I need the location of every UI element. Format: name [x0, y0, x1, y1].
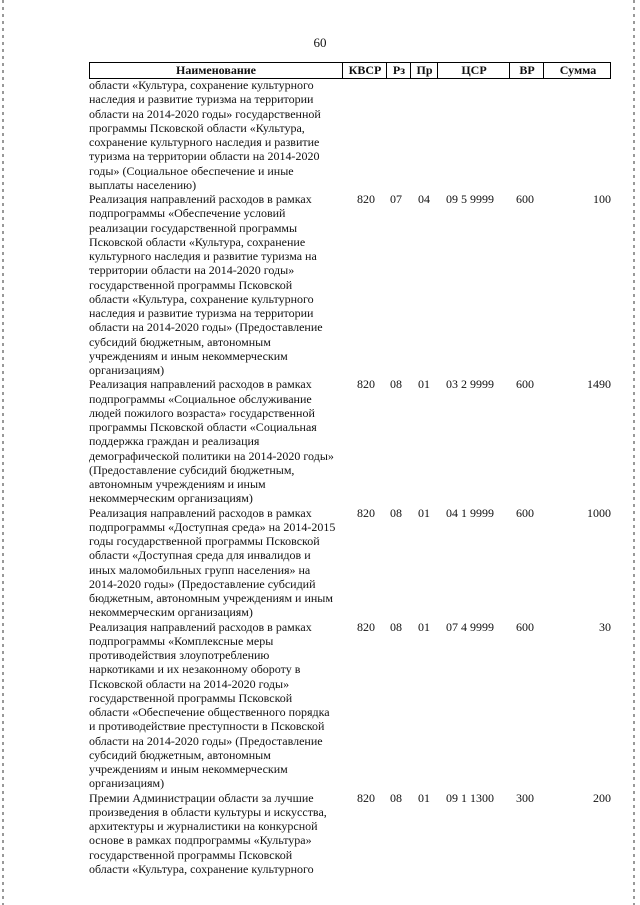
name-line: области «Культура, сохранение культурного	[89, 78, 314, 92]
cell-rz: 08	[390, 377, 402, 392]
name-line: (Предоставление субсидий бюджетным,	[89, 462, 295, 477]
scan-right-edge	[633, 0, 635, 905]
name-line: Реализация направлений расходов в рамках	[89, 192, 312, 206]
header-rz: Рз	[386, 63, 411, 78]
cell-kvsr: 820	[357, 505, 375, 520]
cell-kvsr: 820	[357, 790, 375, 805]
row-name	[89, 791, 339, 877]
header-sum: Сумма	[543, 63, 612, 78]
name-line: реализации государственной программы	[89, 220, 298, 235]
name-line: архитектуры и журналистики на конкурсной	[89, 819, 318, 833]
name-line: 2014-2020 годы» (Предоставление субсидий	[89, 576, 316, 591]
cell-vr: 600	[516, 192, 534, 206]
row-name	[89, 506, 339, 620]
name-line: Псковской области на 2014-2020 годы»	[89, 676, 290, 691]
name-line: выплаты населению)	[89, 177, 197, 192]
name-line: некоммерческим организациям)	[89, 491, 253, 506]
cell-rz: 07	[390, 192, 402, 206]
name-line: субсидий бюджетным, автономным	[89, 334, 271, 349]
cell-vr: 300	[516, 790, 534, 805]
name-line: Премии Администрации области за лучшие	[89, 790, 314, 805]
header-vr: ВР	[509, 63, 544, 78]
name-line: государственной программы Псковской	[89, 847, 293, 862]
cell-pr: 04	[418, 192, 430, 206]
cell-kvsr: 820	[357, 377, 375, 392]
name-line: области «Культура, сохранение культурного	[89, 861, 314, 876]
cell-rz: 08	[390, 790, 402, 805]
cell-kvsr: 820	[357, 192, 375, 206]
name-line: Псковской области «Культура, сохранение	[89, 234, 306, 249]
name-line: наследия и развитие туризма на территории	[89, 92, 314, 107]
name-line: культурного наследия и развитие туризма на	[89, 249, 317, 263]
name-line: учреждениям и иным некоммерческим	[89, 348, 288, 363]
name-line: подпрограммы «Комплексные меры	[89, 633, 274, 648]
name-line: людей пожилого возраста» государственной	[89, 405, 315, 420]
header-pr: Пр	[410, 63, 438, 78]
cell-csr: 09 1 1300	[446, 790, 494, 805]
cell-csr: 04 1 9999	[446, 505, 494, 520]
name-line: годы государственной программы Псковской	[89, 534, 320, 548]
name-line: произведения в области культуры и искусства,	[89, 804, 327, 819]
name-line: подпрограммы «Доступная среда» на 2014-2015	[89, 519, 336, 534]
name-line: организациям)	[89, 776, 165, 791]
cell-rz: 08	[390, 505, 402, 520]
name-line: области на 2014-2020 годы» (Предоставление	[89, 733, 323, 748]
cell-vr: 600	[516, 377, 534, 392]
cell-vr: 600	[516, 505, 534, 520]
cell-csr: 03 2 9999	[446, 377, 494, 392]
cell-sum: 1490	[587, 377, 611, 392]
cell-rz: 08	[390, 619, 402, 634]
name-line: бюджетным, автономным учреждениям и иным	[89, 591, 333, 605]
cell-pr: 01	[418, 505, 430, 520]
row-name	[89, 192, 339, 377]
page-number: 60	[313, 35, 327, 50]
name-line: Реализация направлений расходов в рамках	[89, 505, 312, 520]
name-line: субсидий бюджетным, автономным	[89, 747, 271, 762]
name-line: некоммерческим организациям)	[89, 605, 253, 620]
name-line: подпрограммы «Обеспечение условий	[89, 206, 286, 221]
cell-sum: 1000	[587, 505, 611, 520]
name-line: государственной программы Псковской	[89, 277, 293, 292]
name-line: программы Псковской области «Социальная	[89, 420, 317, 434]
name-line: наследия и развитие туризма на территории	[89, 306, 314, 320]
name-line: годы» (Социальное обеспечение и иные	[89, 163, 294, 178]
name-line: подпрограммы «Социальное обслуживание	[89, 391, 312, 406]
cell-csr: 09 5 9999	[446, 192, 494, 206]
row-name	[89, 620, 339, 791]
name-line: демографической политики на 2014-2020 годы»	[89, 448, 334, 463]
name-line: Реализация направлений расходов в рамках	[89, 377, 312, 392]
name-line: поддержка граждан и реализация	[89, 434, 260, 449]
row-name	[89, 78, 339, 192]
scan-left-edge	[2, 0, 4, 905]
cell-sum: 100	[593, 192, 611, 206]
cell-sum: 200	[593, 790, 611, 805]
name-line: области «Культура, сохранение культурного	[89, 291, 314, 306]
name-line: автономным учреждениям и иным	[89, 477, 266, 491]
name-line: программы Псковской области «Культура,	[89, 120, 305, 135]
cell-pr: 01	[418, 619, 430, 634]
cell-sum: 30	[599, 619, 611, 634]
header-name: Наименование	[176, 63, 256, 77]
name-line: туризма на территории области на 2014-2020	[89, 149, 320, 164]
name-line: организациям)	[89, 363, 165, 377]
name-line: учреждениям и иным некоммерческим	[89, 762, 288, 776]
name-line: наркотиками и их незаконному обороту в	[89, 662, 301, 677]
name-line: области «Обеспечение общественного порядка	[89, 705, 330, 719]
name-line: сохранение культурного наследия и развитие	[89, 135, 320, 149]
name-line: области на 2014-2020 годы» государственной	[89, 106, 321, 121]
name-line: области «Доступная среда для инвалидов и	[89, 548, 311, 563]
cell-pr: 01	[418, 377, 430, 392]
cell-vr: 600	[516, 619, 534, 634]
header-kvsr: КВСР	[342, 63, 387, 78]
row-name	[89, 377, 339, 505]
header-csr: ЦСР	[437, 63, 510, 78]
cell-pr: 01	[418, 790, 430, 805]
name-line: территории области на 2014-2020 годы»	[89, 263, 295, 278]
table-header	[89, 62, 611, 79]
cell-csr: 07 4 9999	[446, 619, 494, 634]
name-line: и противодействие преступности в Псковской	[89, 719, 325, 734]
name-line: основе в рамках подпрограммы «Культура»	[89, 833, 312, 848]
cell-kvsr: 820	[357, 619, 375, 634]
name-line: Реализация направлений расходов в рамках	[89, 619, 312, 634]
name-line: области на 2014-2020 годы» (Предоставление	[89, 320, 323, 335]
budget-table	[89, 62, 611, 876]
name-line: противодействия злоупотреблению	[89, 648, 270, 662]
name-line: государственной программы Псковской	[89, 690, 293, 705]
name-line: иных маломобильных групп населения» на	[89, 562, 311, 577]
